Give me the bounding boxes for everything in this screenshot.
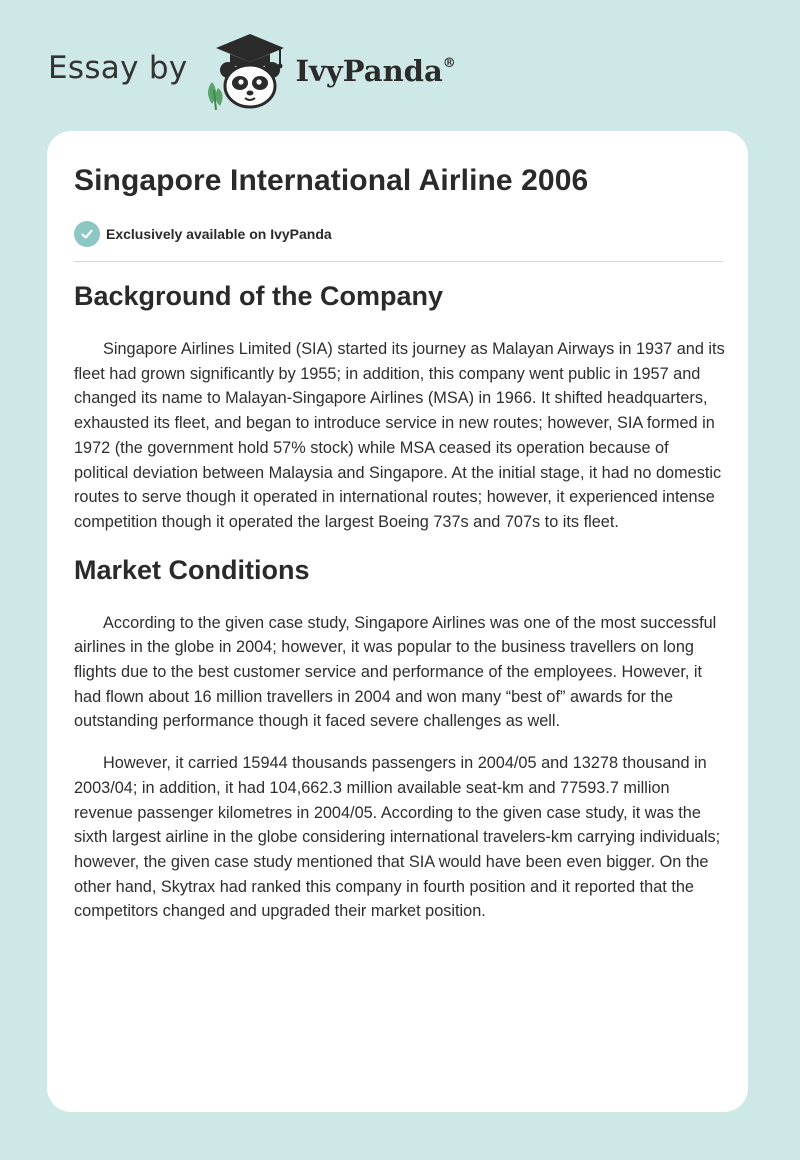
paragraph: According to the given case study, Singapore Airlines was one of the most successful airlines in the globe in 2004; however, it was popular to the business travellers on long flights due to the best customer service and performance of the employees. However, it had flown about 16 million travellers in 2004 and won many “best of” awards for the outstanding performance though it faced severe challenges as well. xyxy=(74,613,717,731)
document-card xyxy=(47,131,748,1112)
badge-label: Exclusively available on IvyPanda xyxy=(106,226,332,242)
paragraph: Singapore Airlines Limited (SIA) started its journey as Malayan Airways in 1937 and its fleet had grown significantly by 1955; in addition, this company went public in 1957 and changed its name to Malayan-Singapore Airlines (MSA) in 1966. It shifted headquarters, exhausted its fleet, and began to introduce service in new routes; however, SIA formed in 1972 (the government hold 57% stock) while MSA ceased its operation because of political deviation between Malaysia and Singapore. At the initial stage, it had no domestic routes to serve though it operated in international routes; however, it experienced intense competition though it operated the largest Boeing 737s and 707s to its fleet. xyxy=(74,340,725,531)
document-body xyxy=(74,281,726,924)
panda-mascot-icon xyxy=(200,30,296,110)
brand-name-text: IvyPanda xyxy=(295,54,443,88)
paragraph: However, it carried 15944 thousands passengers in 2004/05 and 13278 thousand in 2003/04; in addition, it had 104,662.3 million available seat-km and 77593.7 million revenue passenger kilometres in 2004/05. According to the given case study, it was the sixth largest airline in the globe considering international travelers-km carrying individuals; however, the given case study mentioned that SIA would have been even bigger. On the other hand, Skytrax had ranked this company in fourth position and it reported that the competitors changed and upgraded their market position. xyxy=(74,754,721,921)
exclusive-badge xyxy=(74,221,332,247)
brand-name xyxy=(296,54,456,88)
section-heading-background: Background of the Company xyxy=(74,281,444,311)
check-icon xyxy=(74,221,100,247)
registered-mark: ® xyxy=(442,56,456,71)
section-heading-market: Market Conditions xyxy=(74,554,310,585)
divider xyxy=(74,261,723,262)
brand-logo xyxy=(48,30,456,110)
brand-prefix: Essay by xyxy=(48,50,188,86)
page-title: Singapore International Airline 2006 xyxy=(74,164,589,197)
